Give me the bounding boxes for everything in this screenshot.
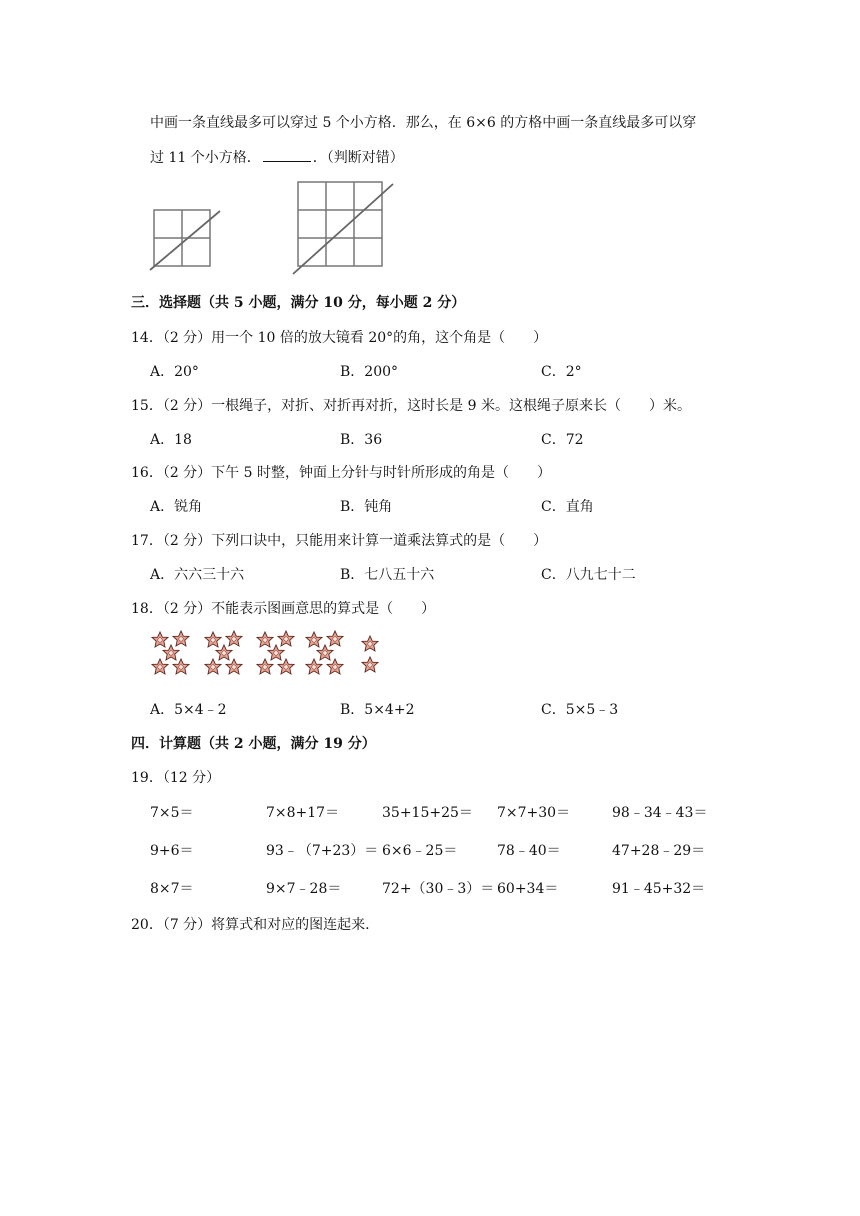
calc-item: 47+28﹣29＝ xyxy=(612,843,706,859)
q17-option-a[interactable]: A．六六三十六 xyxy=(150,567,245,583)
calc-item: 35+15+25＝ xyxy=(382,805,473,821)
calc-item: 7×8+17＝ xyxy=(266,805,340,821)
section-3-title: 三．选择题（共 5 小题，满分 10 分，每小题 2 分） xyxy=(131,295,466,311)
calc-item: 93﹣（7+23）＝ xyxy=(266,843,379,859)
calc-item: 9+6＝ xyxy=(150,843,194,859)
flower-icon xyxy=(152,632,168,647)
q15-option-c[interactable]: C．72 xyxy=(541,432,584,448)
intro-line-2 xyxy=(150,147,404,167)
intro-line-1: 中画一条直线最多可以穿过 5 个小方格．那么，在 6×6 的方格中画一条直线最多可以穿 xyxy=(150,115,697,131)
flower-icon xyxy=(226,659,242,674)
question-18-stem: 18．（2 分）不能表示图画意思的算式是（ ） xyxy=(131,601,436,617)
q15-option-b[interactable]: B．36 xyxy=(340,432,383,448)
calc-item: 91﹣45+32＝ xyxy=(612,881,706,897)
flower-group-2 xyxy=(205,631,242,674)
flower-group-1 xyxy=(152,631,189,674)
answer-blank[interactable] xyxy=(263,149,311,162)
q14-option-b[interactable]: B．200° xyxy=(340,364,399,380)
q18-option-b[interactable]: B．5×4+2 xyxy=(340,702,415,718)
flower-icon xyxy=(306,659,322,674)
flower-group-4 xyxy=(306,631,343,674)
question-15-stem: 15．（2 分）一根绳子，对折、对折再对折，这时长是 9 米。这根绳子原来长（ ）米。 xyxy=(131,398,691,414)
q17-option-b[interactable]: B．七八五十六 xyxy=(340,567,435,583)
flower-picture xyxy=(150,630,390,682)
flower-icon xyxy=(306,632,322,647)
q14-option-a[interactable]: A．20° xyxy=(150,364,199,380)
intro-line-2-text: 过 11 个小方格． xyxy=(150,150,261,166)
flower-icon xyxy=(257,659,273,674)
q14-option-c[interactable]: C．2° xyxy=(541,364,582,380)
question-16-stem: 16．（2 分）下午 5 时整，钟面上分针与时针所形成的角是（ ） xyxy=(131,465,551,481)
intro-line-2-suffix: ．（判断对错） xyxy=(312,150,404,166)
calc-item: 9×7﹣28＝ xyxy=(266,881,342,897)
q18-option-a[interactable]: A．5×4﹣2 xyxy=(150,702,227,718)
question-14-stem: 14．（2 分）用一个 10 倍的放大镜看 20°的角，这个角是（ ） xyxy=(131,330,548,346)
grid-figure-2x2 xyxy=(150,206,220,276)
q18-option-c[interactable]: C．5×5﹣3 xyxy=(541,702,619,718)
question-19-stem: 19．（12 分） xyxy=(131,770,221,786)
flower-icon xyxy=(152,659,168,674)
flower-icon xyxy=(327,631,343,646)
calc-item: 72+（30﹣3）＝ xyxy=(382,881,495,897)
calc-item: 6×6﹣25＝ xyxy=(382,843,458,859)
calc-item: 78﹣40＝ xyxy=(497,843,561,859)
flower-group-3 xyxy=(257,631,294,674)
calc-item: 7×7+30＝ xyxy=(497,805,571,821)
q16-option-b[interactable]: B．钝角 xyxy=(340,499,393,515)
flower-icon xyxy=(327,659,343,674)
flower-icon xyxy=(362,657,378,672)
flower-icon xyxy=(226,631,242,646)
question-20-stem: 20．（7 分）将算式和对应的图连起来. xyxy=(131,917,370,933)
flower-icon xyxy=(205,632,221,647)
flower-icon xyxy=(362,636,378,651)
calc-item: 8×7＝ xyxy=(150,881,194,897)
flower-icon xyxy=(278,659,294,674)
q15-option-a[interactable]: A．18 xyxy=(150,432,192,448)
grid-figure-3x3 xyxy=(293,178,393,278)
q16-option-a[interactable]: A．锐角 xyxy=(150,499,203,515)
q17-option-c[interactable]: C．八九七十二 xyxy=(541,567,636,583)
calc-item: 7×5＝ xyxy=(150,805,194,821)
flower-icon xyxy=(173,659,189,674)
calc-item: 60+34＝ xyxy=(497,881,559,897)
flower-icon xyxy=(257,632,273,647)
section-4-title: 四．计算题（共 2 小题，满分 19 分） xyxy=(131,736,376,752)
flower-icon xyxy=(205,659,221,674)
question-17-stem: 17．（2 分）下列口诀中，只能用来计算一道乘法算式的是（ ） xyxy=(131,533,548,549)
calc-item: 98﹣34﹣43＝ xyxy=(612,805,708,821)
flower-icon xyxy=(173,631,189,646)
q16-option-c[interactable]: C．直角 xyxy=(541,499,594,515)
flower-icon xyxy=(278,631,294,646)
flower-group-5 xyxy=(362,636,378,672)
